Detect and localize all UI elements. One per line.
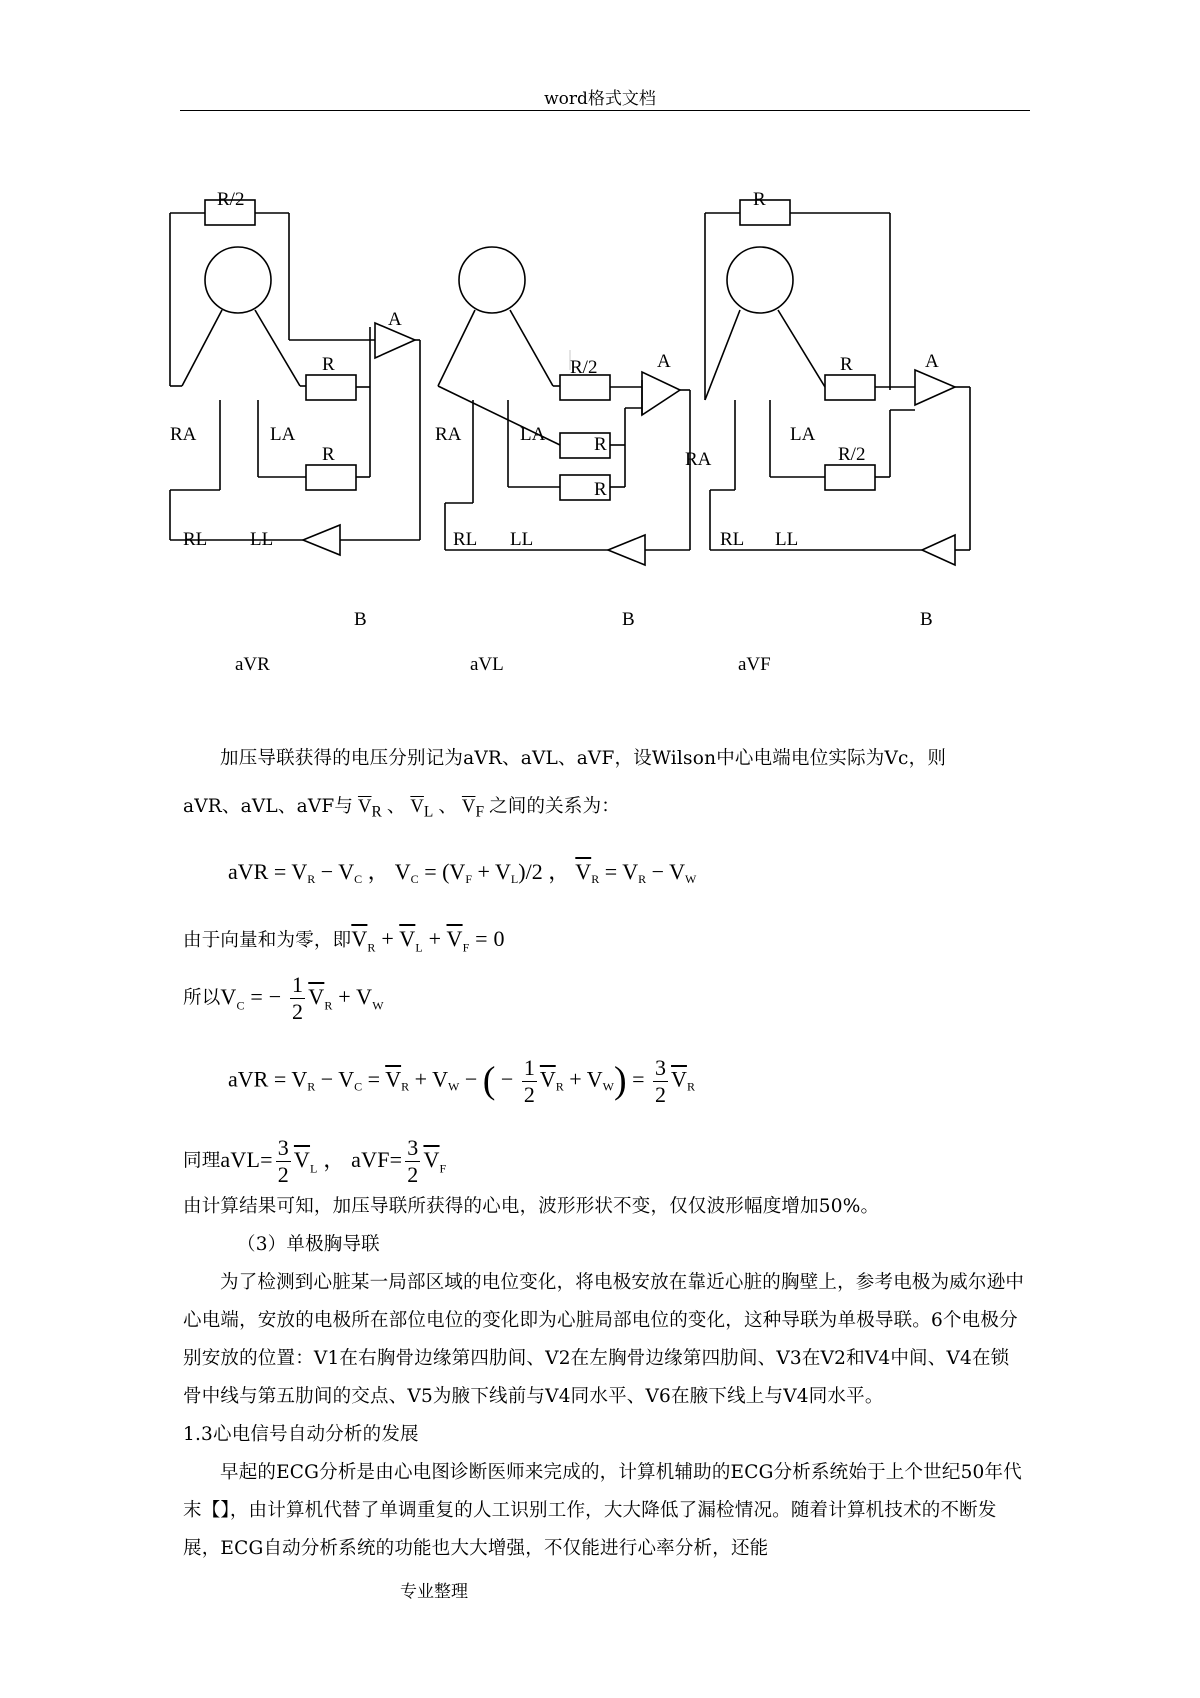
page-header: word格式文档: [544, 89, 656, 109]
avr-resistor-1-label: R: [322, 354, 335, 375]
avf-rl-label: RL: [720, 529, 745, 550]
avr-top-resistor-label: R/2: [217, 189, 245, 210]
avf-ra-label: RA: [685, 449, 712, 470]
avf-amp-a-label: A: [925, 351, 939, 372]
section-heading-1-3: 1.3心电信号自动分析的发展: [183, 1424, 419, 1445]
paragraph-vector-sum: [183, 920, 1028, 966]
avr-circuit: [170, 200, 420, 555]
avl-la-label: LA: [520, 424, 546, 445]
avl-ra-label: RA: [435, 424, 462, 445]
equation-avl-avf: aVL= $\frac{3}{2}$ $\overline{V}_L$ ， aVF= $\frac{3}{2}$ $\overline{V}_F$: [220, 1135, 447, 1187]
avl-caption: aVL: [470, 654, 504, 675]
avf-resistor-2-label: R/2: [838, 444, 866, 465]
avf-la-label: LA: [790, 424, 816, 445]
avr-amp-b-label: B: [354, 609, 367, 630]
avf-amp-b-label: B: [920, 609, 933, 630]
avf-caption: aVF: [738, 654, 771, 675]
vector-sum-prefix: 由于向量和为零，即: [183, 930, 352, 951]
paragraph-chest-leads: 为了检测到心脏某一局部区域的电位变化，将电极安放在靠近心脏的胸壁上，参考电极为威尔逊中心电端，安放的电极所在部位电位的变化即为心脏局部电位的变化，这种导联为单极导联。6个电极分别安放的位置：V1在右胸骨边缘第四肋间、V2在左胸骨边缘第四肋间、V3在V2和V4中间、V4在锁骨中线与第五肋间的交点、V5为腋下线前与V4同水平、V6在腋下线上与V4同水平。: [183, 1272, 1025, 1407]
vector-terms: $\overline{V}_R$ 、 $\overline{V}_L$ 、 $\overline{V}_F$: [357, 797, 485, 821]
avr-la-label: LA: [270, 424, 296, 445]
avl-amp-b-label: B: [622, 609, 635, 630]
vc-prefix: 所以: [183, 987, 221, 1009]
subheading-chest-leads: （3）单极胸导联: [237, 1234, 380, 1255]
equation-vc: $V_C$ = − $\frac{1}{2}$ $\overline{V}_R + V_W$: [220, 972, 384, 1024]
avr-resistor-2-label: R: [322, 444, 335, 465]
avr-caption: aVR: [235, 654, 270, 675]
paragraph-vc-result: [183, 972, 1028, 1025]
avf-resistor-1-label: R: [840, 354, 853, 375]
relation-text-end: 之间的关系为：: [489, 796, 620, 817]
paragraph-avl-avf: [183, 1135, 1028, 1188]
paragraph-ecg-history: 早起的ECG分析是由心电图诊断医师来完成的，计算机辅助的ECG分析系统始于上个世纪50年代末【】，由计算机代替了单调重复的人工识别工作，大大降低了漏检情况。随着计算机技术的不断发展，ECG自动分析系统的功能也大大增强，不仅能进行心率分析，还能: [183, 1462, 1022, 1559]
avl-circuit: [438, 247, 690, 565]
avl-amp-a-label: A: [657, 351, 671, 372]
avr-ll-label: LL: [250, 529, 274, 550]
avl-resistor-3-label: R: [594, 479, 607, 500]
paragraph-avr-relation: [183, 788, 1028, 832]
page-footer: 专业整理: [400, 1582, 468, 1602]
equation-avr-derivation: aVR = $V_R - V_C = \overline{V}_R + V_W$ − ( − $\frac{1}{2}$ $\overline{V}_R + V_W$) = $\frac{3}{2}$ $\overline{V}_R$: [228, 1055, 695, 1107]
avf-circuit: [705, 200, 970, 565]
avl-ll-label: LL: [510, 529, 534, 550]
equation-avr-definition: aVR = $V_R - V_C$ ， $V_C = (V_F + V_L)/2$ ， $\overline{V}_R = V_R - V_W$: [228, 859, 697, 886]
avl-resistor-1-label: R/2: [570, 357, 598, 378]
avl-resistor-2-label: R: [594, 434, 607, 455]
avf-top-resistor-label: R: [753, 189, 766, 210]
avl-rl-label: RL: [453, 529, 478, 550]
equation-vector-sum: $\overline{V}_R + \overline{V}_L + \overline{V}_F = 0$: [351, 926, 505, 955]
relation-text-start: aVR、aVL、aVF与: [183, 796, 354, 817]
similarly-prefix: 同理: [183, 1150, 221, 1172]
avr-amp-a-label: A: [388, 309, 402, 330]
avr-ra-label: RA: [170, 424, 197, 445]
paragraph-avr-intro: 加压导联获得的电压分别记为aVR、aVL、aVF，设Wilson中心电端电位实际为Vc，则: [220, 748, 947, 769]
header-rule: [180, 110, 1030, 111]
lead-circuit-diagram: [170, 189, 1030, 675]
paragraph-result: 由计算结果可知，加压导联所获得的心电，波形形状不变，仅仅波形幅度增加50%。: [183, 1196, 880, 1217]
avr-rl-label: RL: [183, 529, 208, 550]
avf-ll-label: LL: [775, 529, 799, 550]
